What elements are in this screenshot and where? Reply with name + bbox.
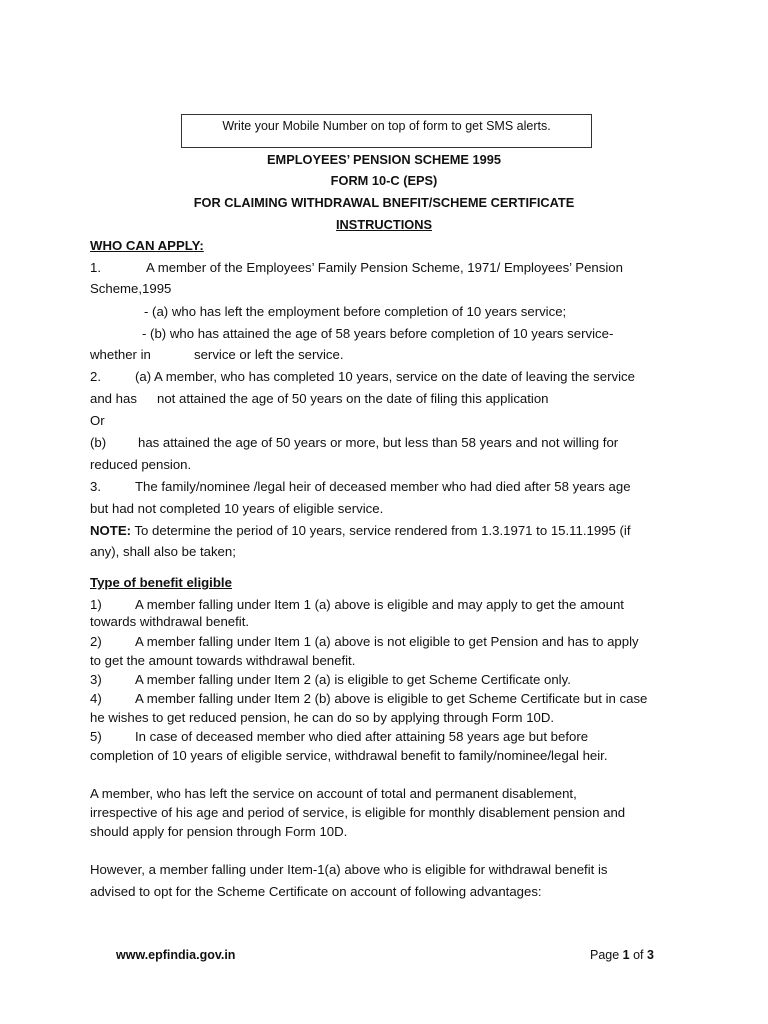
disablement-paragraph-line3: should apply for pension through Form 10D. xyxy=(90,824,348,839)
form-number: FORM 10-C (EPS) xyxy=(330,173,438,188)
item-2-number: 2. xyxy=(90,369,101,384)
disablement-paragraph-line1: A member, who has left the service on account of total and permanent disablement, xyxy=(90,786,577,801)
note-label: NOTE: xyxy=(90,523,132,538)
benefit-heading: Type of benefit eligible xyxy=(90,575,232,590)
item-2b xyxy=(90,432,619,454)
item-2-continued xyxy=(90,388,549,410)
footer-page-number xyxy=(590,944,654,966)
item-3 xyxy=(90,476,631,498)
or-text: Or xyxy=(90,413,105,428)
note-text: To determine the period of 10 years, service rendered from 1.3.1971 to 15.11.1995 (if xyxy=(131,523,631,538)
item-3-text: The family/nominee /legal heir of deceased member who had died after 58 years age xyxy=(135,479,631,494)
scheme-title: EMPLOYEES’ PENSION SCHEME 1995 xyxy=(267,152,501,167)
instructions-heading: INSTRUCTIONS xyxy=(336,217,432,232)
item-2b-label: (b) xyxy=(90,435,107,450)
benefit-item-4-continued: he wishes to get reduced pension, he can do so by applying through Form 10D. xyxy=(90,710,555,725)
benefit-item-5 xyxy=(90,728,589,746)
item-2-text: (a) A member, who has completed 10 years, service on the date of leaving the service xyxy=(135,369,635,384)
item-3-number: 3. xyxy=(90,479,101,494)
item-1-continued: Scheme,1995 xyxy=(90,281,172,296)
benefit-item-1-continued: towards withdrawal benefit. xyxy=(90,614,250,629)
note-continued: any), shall also be taken; xyxy=(90,544,236,559)
note xyxy=(90,520,631,542)
item-2 xyxy=(90,366,635,388)
item-1b: - (b) who has attained the age of 58 years before completion of 10 years service- xyxy=(142,326,614,341)
of-word: of xyxy=(629,948,647,962)
who-can-apply-heading: WHO CAN APPLY: xyxy=(90,238,204,253)
item-2-cont-part1: and has xyxy=(90,391,137,406)
benefit-item-3 xyxy=(90,671,571,689)
page-word: Page xyxy=(590,948,623,962)
benefit-item-4 xyxy=(90,690,648,708)
current-page: 1 xyxy=(622,948,630,962)
item-2b-text: has attained the age of 50 years or more, but less than 58 years and not willing for xyxy=(138,435,619,450)
item-2-cont-part2: not attained the age of 50 years on the date of filing this application xyxy=(157,391,549,406)
item-1-text: A member of the Employees’ Family Pension Scheme, 1971/ Employees’ Pension xyxy=(146,260,623,275)
benefit-item-number: 4) xyxy=(90,691,102,706)
benefit-item-number: 3) xyxy=(90,672,102,687)
item-1b-cont-part2: service or left the service. xyxy=(194,347,344,362)
footer-website: www.epfindia.gov.in xyxy=(116,948,236,962)
benefit-item-number: 2) xyxy=(90,634,102,649)
benefit-item-1 xyxy=(90,596,624,614)
benefit-item-number: 1) xyxy=(90,597,102,612)
total-pages: 3 xyxy=(647,948,654,962)
benefit-item-number: 5) xyxy=(90,729,102,744)
benefit-item-text: In case of deceased member who died after attaining 58 years age but before xyxy=(135,729,589,744)
item-1b-cont-part1: whether in xyxy=(90,347,151,362)
item-1a: - (a) who has left the employment before completion of 10 years service; xyxy=(144,304,567,319)
sms-alert-notice: Write your Mobile Number on top of form to get SMS alerts. xyxy=(181,114,592,148)
benefit-item-text: A member falling under Item 1 (a) above is not eligible to get Pension and has to apply xyxy=(135,634,639,649)
benefit-item-2-continued: to get the amount towards withdrawal benefit. xyxy=(90,653,356,668)
item-2b-continued: reduced pension. xyxy=(90,457,192,472)
benefit-item-text: A member falling under Item 1 (a) above is eligible and may apply to get the amount xyxy=(135,597,624,612)
item-1b-continued xyxy=(90,344,344,366)
benefit-item-2 xyxy=(90,633,639,651)
disablement-paragraph-line2: irrespective of his age and period of service, is eligible for monthly disablement pension and xyxy=(90,805,626,820)
item-3-continued: but had not completed 10 years of eligible service. xyxy=(90,501,384,516)
advice-paragraph-line1: However, a member falling under Item-1(a) above who is eligible for withdrawal benefit is xyxy=(90,862,608,877)
benefit-item-text: A member falling under Item 2 (b) above is eligible to get Scheme Certificate but in case xyxy=(135,691,648,706)
benefit-item-text: A member falling under Item 2 (a) is eligible to get Scheme Certificate only. xyxy=(135,672,571,687)
form-purpose: FOR CLAIMING WITHDRAWAL BNEFIT/SCHEME CERTIFICATE xyxy=(193,195,575,210)
item-1-number: 1. xyxy=(90,260,101,275)
item-1 xyxy=(90,257,623,279)
advice-paragraph-line2: advised to opt for the Scheme Certificate on account of following advantages: xyxy=(90,884,542,899)
benefit-item-5-continued: completion of 10 years of eligible service, withdrawal benefit to family/nominee/legal heir. xyxy=(90,748,608,763)
